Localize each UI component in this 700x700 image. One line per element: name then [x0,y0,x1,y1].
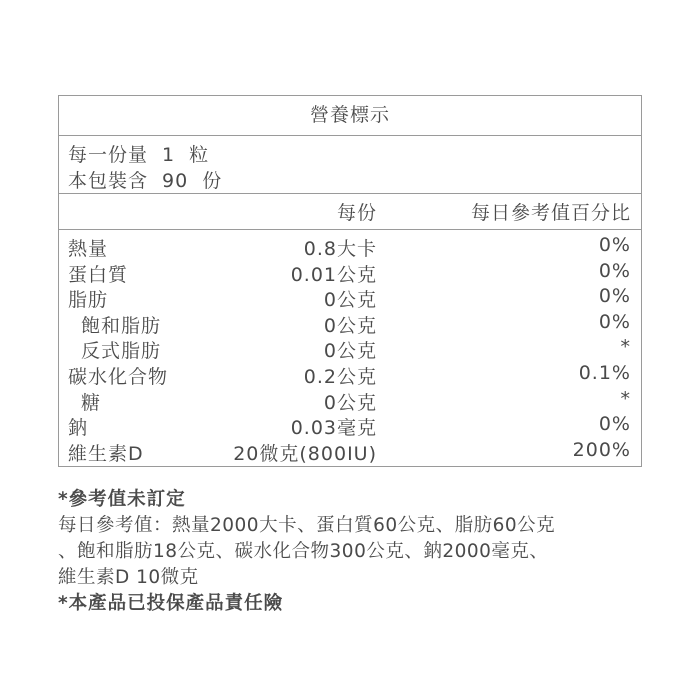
nutrient-per-serving: 0.03毫克 [290,417,377,440]
nutrient-daily-percent: 200% [572,438,631,461]
nutrient-name: 蛋白質 [68,263,129,286]
nutrient-row [59,311,641,337]
reference-values-line: 、飽和脂肪18公克、碳水化合物300公克、鈉2000毫克、 [58,541,549,562]
serving-size [68,140,209,167]
nutrient-daily-percent: * [620,387,631,410]
divider [59,229,641,230]
nutrient-daily-percent: * [620,336,631,359]
nutrient-name: 反式脂肪 [81,340,162,363]
nutrient-row [59,285,641,311]
label-title: 營養標示 [309,104,390,126]
nutrient-row [59,336,641,362]
column-header-per-serving: 每份 [336,202,377,224]
footnotes [58,487,658,617]
servings-count-unit: 份 [202,170,223,192]
nutrient-daily-percent: 0% [598,259,631,282]
nutrient-daily-percent: 0% [598,285,631,308]
nutrient-name: 糖 [81,391,102,414]
nutrient-name: 脂肪 [68,289,109,312]
nutrient-row [59,388,641,414]
serving-size-label: 每一份量 [68,144,149,166]
reference-values-line: 每日參考值：熱量2000大卡、蛋白質60公克、脂肪60公克 [58,515,556,536]
nutrient-row [59,413,641,439]
nutrient-per-serving: 0公克 [323,314,377,337]
nutrient-name: 維生素D [68,442,144,465]
servings-count-value: 90 [162,170,189,192]
nutrient-per-serving: 20微克(800IU) [233,442,377,465]
nutrient-per-serving: 0公克 [323,289,377,312]
reference-values-line: 維生素D 10微克 [58,567,199,588]
nutrient-per-serving: 0.01公克 [290,263,377,286]
nutrient-daily-percent: 0% [598,413,631,436]
footnote-heading: *參考值未訂定 [58,489,186,510]
nutrient-name: 鈉 [68,417,89,440]
serving-size-unit: 粒 [189,144,210,166]
divider [59,135,641,136]
nutrient-row [59,234,641,260]
servings-per-package [68,166,222,193]
nutrient-name: 熱量 [68,238,109,260]
nutrient-name: 碳水化合物 [68,365,169,388]
nutrient-row [59,260,641,286]
nutrient-per-serving: 0公克 [323,340,377,363]
column-header-daily-percent: 每日參考值百分比 [470,202,631,224]
serving-size-value: 1 [162,144,176,166]
nutrient-per-serving: 0公克 [323,391,377,414]
nutrition-facts-panel [58,95,642,467]
nutrient-row [59,362,641,388]
nutrient-daily-percent: 0.1% [578,361,631,384]
nutrient-per-serving: 0.8大卡 [303,238,377,260]
liability-notice: *本產品已投保產品責任險 [58,593,284,614]
divider [59,193,641,194]
servings-count-label: 本包裝含 [68,170,149,192]
nutrient-name: 飽和脂肪 [81,314,162,337]
nutrient-per-serving: 0.2公克 [303,365,377,388]
nutrient-table [59,234,641,464]
nutrient-row [59,439,641,465]
nutrient-daily-percent: 0% [598,234,631,256]
nutrient-daily-percent: 0% [598,310,631,333]
